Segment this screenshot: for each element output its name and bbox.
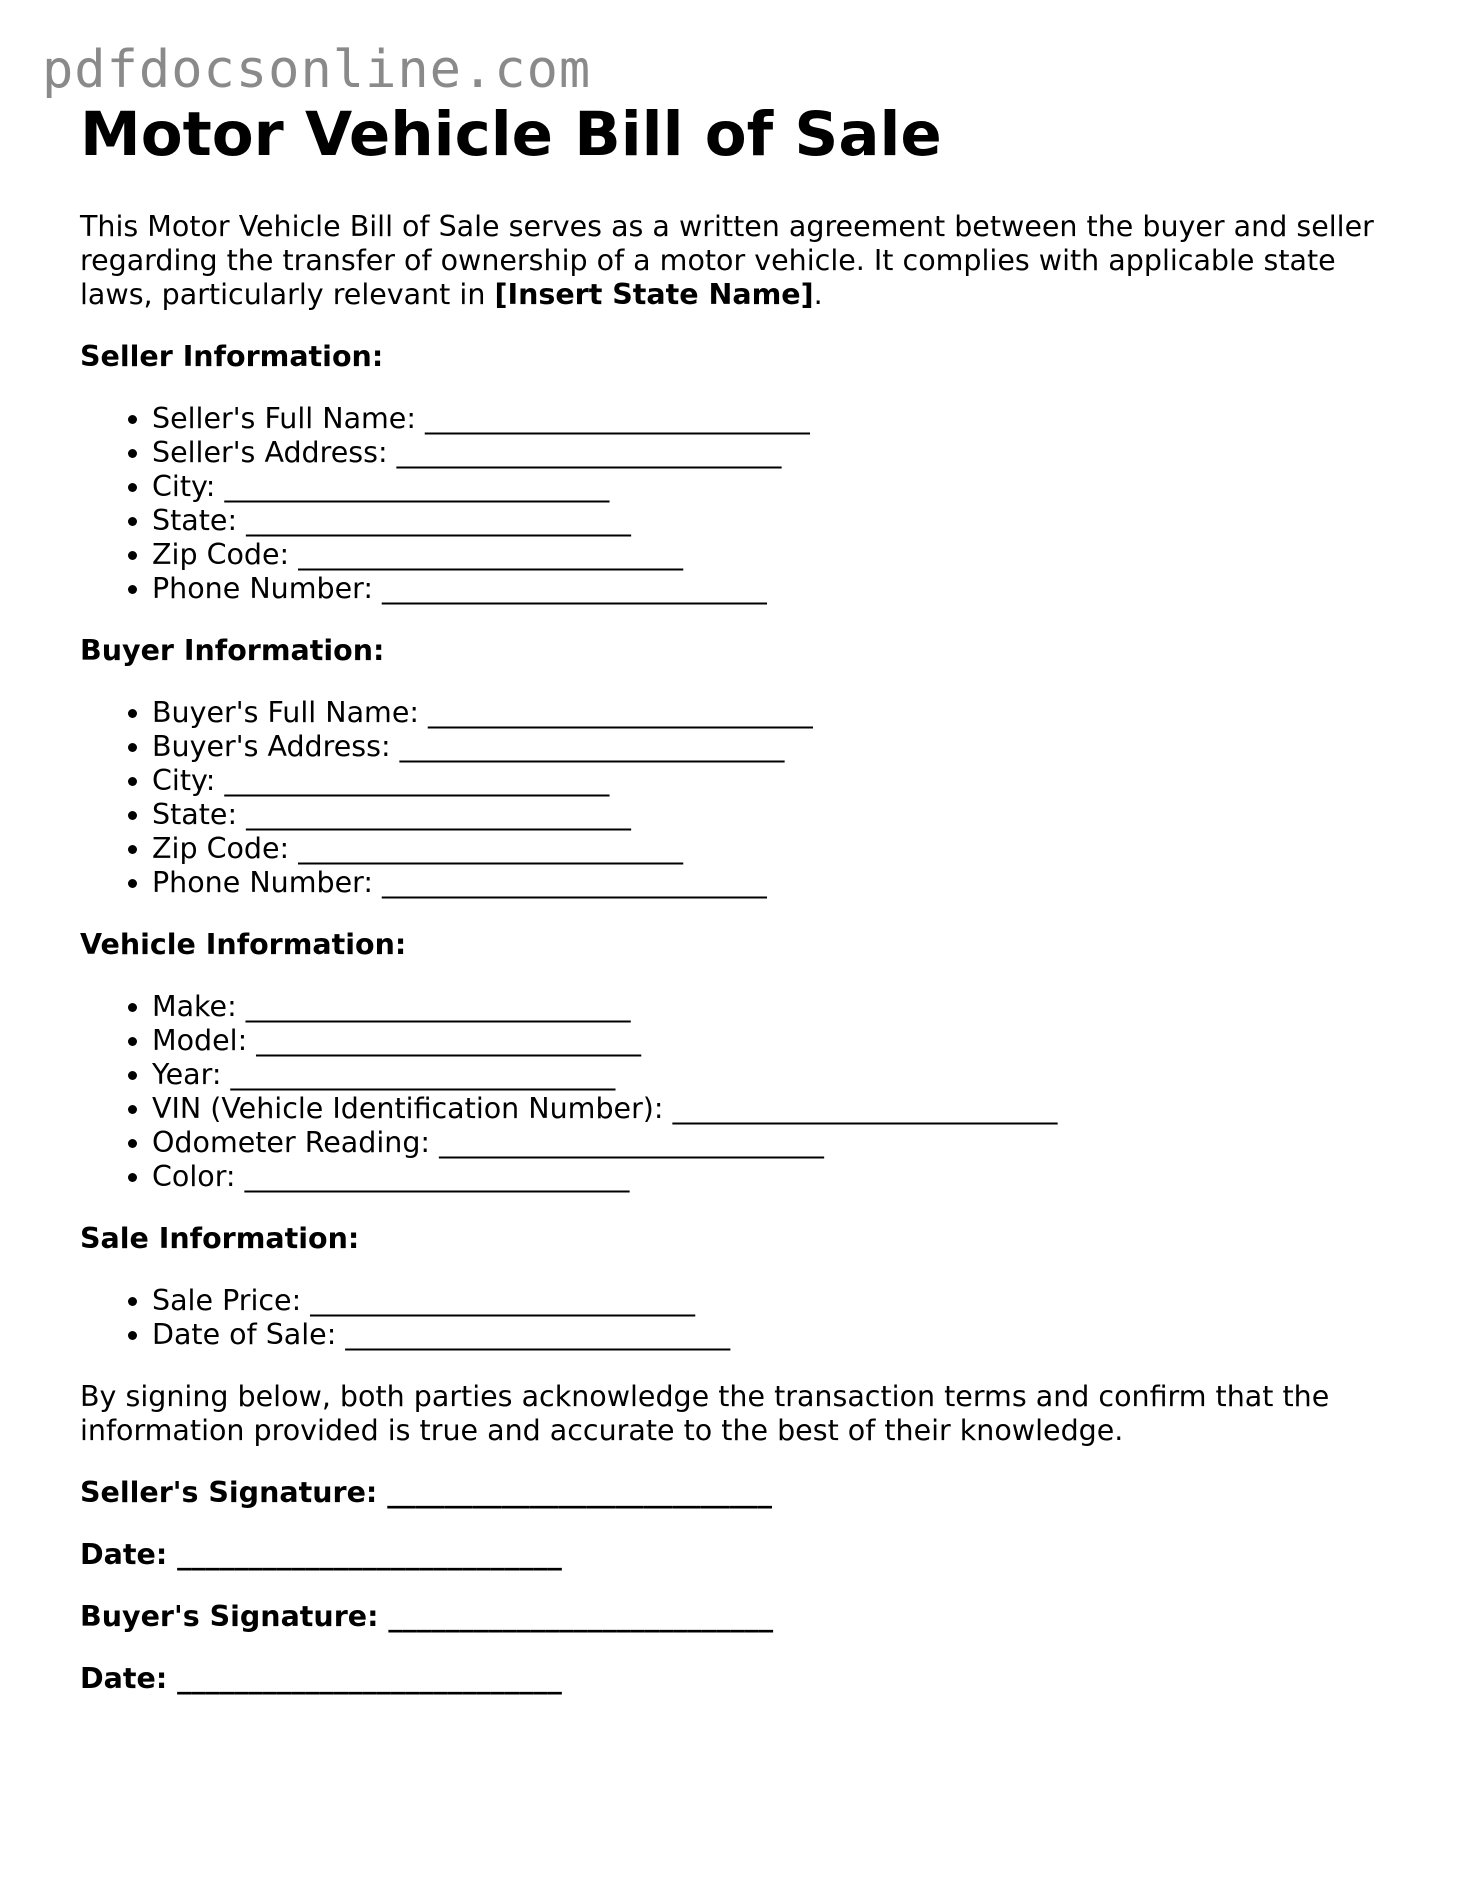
vehicle-heading: Vehicle Information: bbox=[80, 928, 407, 961]
sale-date-field: • Date of Sale: ___________________________ bbox=[152, 1318, 1400, 1352]
seller-heading: Seller Information: bbox=[80, 340, 384, 373]
vehicle-field-list bbox=[80, 990, 1400, 1194]
buyer-phone-field: • Phone Number: ___________________________ bbox=[152, 866, 1400, 900]
intro-paragraph bbox=[80, 210, 1400, 312]
seller-date-line: Date: ___________________________ bbox=[80, 1538, 562, 1571]
buyer-signature-line: Buyer's Signature: ___________________________ bbox=[80, 1600, 774, 1633]
vehicle-vin-field: • VIN (Vehicle Identification Number): ___________________________ bbox=[152, 1092, 1400, 1126]
seller-full-name-field: • Seller's Full Name: ___________________________ bbox=[152, 402, 1400, 436]
vehicle-odometer-field: • Odometer Reading: ___________________________ bbox=[152, 1126, 1400, 1160]
watermark: pdfdocsonline.com bbox=[42, 40, 592, 100]
seller-field-list bbox=[80, 402, 1400, 606]
buyer-zip-field: • Zip Code: ___________________________ bbox=[152, 832, 1400, 866]
state-placeholder: [Insert State Name] bbox=[494, 278, 814, 311]
intro-end: . bbox=[813, 278, 823, 311]
sale-field-list bbox=[80, 1284, 1400, 1352]
vehicle-make-field: • Make: ___________________________ bbox=[152, 990, 1400, 1024]
buyer-heading: Buyer Information: bbox=[80, 634, 385, 667]
intro-text: This Motor Vehicle Bill of Sale serves as a written agreement between the buyer and seller regarding the transfer of ownership of a motor vehicle. It complies with applicable state laws, particularly relevant in bbox=[80, 210, 1374, 311]
vehicle-year-field: • Year: ___________________________ bbox=[152, 1058, 1400, 1092]
buyer-address-field: • Buyer's Address: ___________________________ bbox=[152, 730, 1400, 764]
seller-address-field: • Seller's Address: ___________________________ bbox=[152, 436, 1400, 470]
seller-phone-field: • Phone Number: ___________________________ bbox=[152, 572, 1400, 606]
seller-state-field: • State: ___________________________ bbox=[152, 504, 1400, 538]
document-body bbox=[80, 210, 1400, 1724]
buyer-date-line: Date: ___________________________ bbox=[80, 1662, 562, 1695]
buyer-state-field: • State: ___________________________ bbox=[152, 798, 1400, 832]
sale-heading: Sale Information: bbox=[80, 1222, 360, 1255]
buyer-city-field: • City: ___________________________ bbox=[152, 764, 1400, 798]
vehicle-color-field: • Color: ___________________________ bbox=[152, 1160, 1400, 1194]
seller-zip-field: • Zip Code: ___________________________ bbox=[152, 538, 1400, 572]
buyer-field-list bbox=[80, 696, 1400, 900]
sale-price-field: • Sale Price: ___________________________ bbox=[152, 1284, 1400, 1318]
buyer-full-name-field: • Buyer's Full Name: ___________________________ bbox=[152, 696, 1400, 730]
page-title: Motor Vehicle Bill of Sale bbox=[80, 99, 942, 170]
vehicle-model-field: • Model: ___________________________ bbox=[152, 1024, 1400, 1058]
closing-paragraph: By signing below, both parties acknowledge the transaction terms and confirm that the information provided is true and accurate to the best of their knowledge. bbox=[80, 1380, 1330, 1447]
seller-city-field: • City: ___________________________ bbox=[152, 470, 1400, 504]
seller-signature-line: Seller's Signature: ___________________________ bbox=[80, 1476, 772, 1509]
